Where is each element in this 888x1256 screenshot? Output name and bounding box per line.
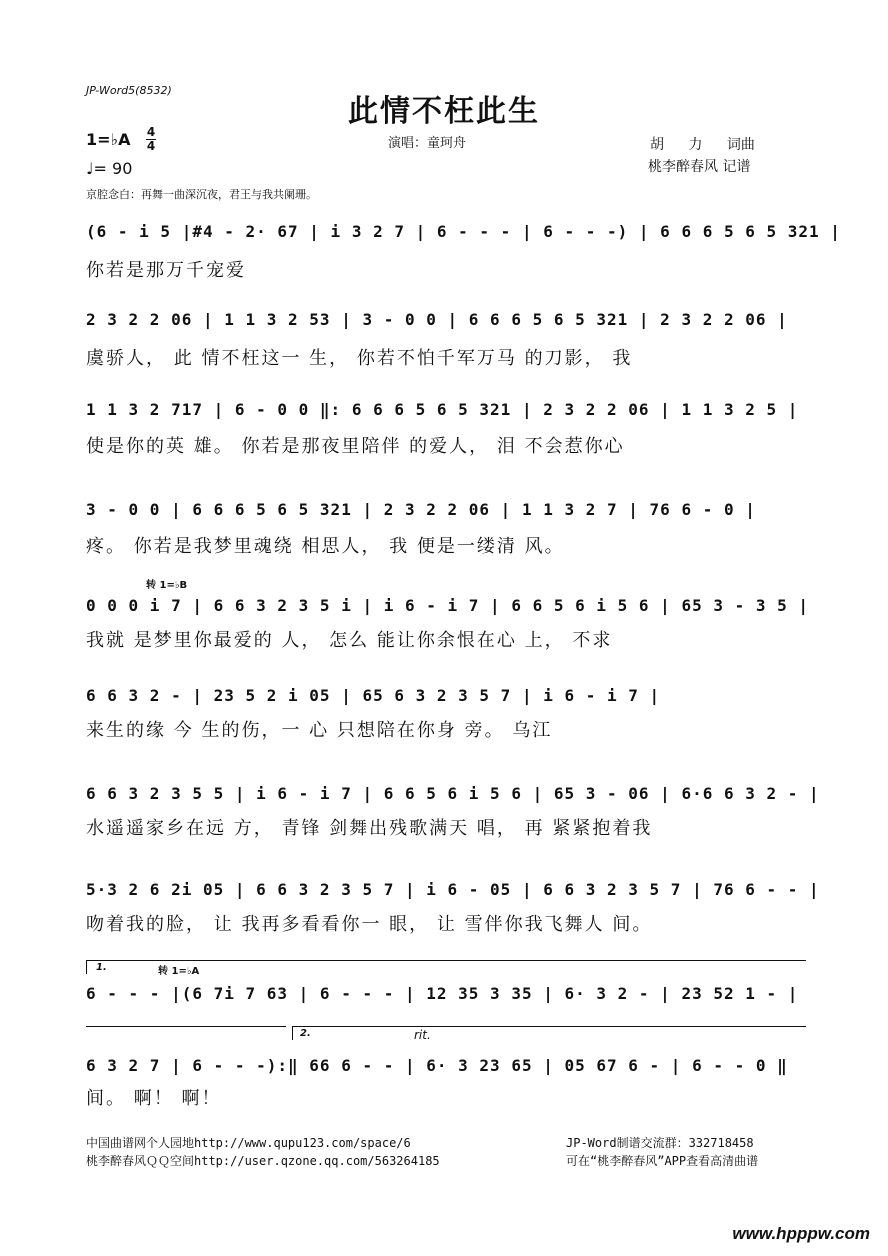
modulation-mark: 转 1=♭A [158,966,200,977]
lyric-line: 疼。 你若是我梦里魂绕 相思人， 我 便是一缕清 风。 [86,536,565,557]
lyric-line: 间。 啊！ 啊！ [86,1088,222,1109]
software-label: JP-Word5(8532) [86,84,172,97]
second-ending-bracket [292,1026,806,1027]
composer-credit: 胡 力 词曲 [650,137,755,153]
website-watermark: www.hpppw.com [732,1224,870,1243]
ritardando-mark: rit. [414,1028,431,1042]
score-line: 1 1 3 2 717 | 6 - 0 0 ‖: 6 6 6 5 6 5 321 | 2 3 2 2 06 | 1 1 3 2 5 | [86,400,799,419]
lyric-line: 虞骄人， 此 情不枉这一 生， 你若不怕千军万马 的刀影， 我 [86,348,633,369]
first-ending-bracket-edge [86,960,87,974]
second-ending-bracket-edge [292,1026,293,1040]
score-line: (6 - i 5 |#4 - 2· 67 | i 3 2 7 | 6 - - - | 6 - - -) | 6 6 6 5 6 5 321 | [86,222,841,241]
footer-link-qupu: 中国曲谱网个人园地http://www.qupu123.com/space/6 [86,1136,411,1150]
lyric-line: 吻着我的脸， 让 我再多看看你一 眼， 让 雪伴你我飞舞人 间。 [86,914,653,935]
song-title: 此情不枉此生 [348,94,540,129]
lyric-line: 你若是那万千宠爱 [86,260,246,281]
key-signature: 1=♭A [86,130,131,149]
time-signature-top: 4 [146,125,156,139]
footer-app-info: 可在“桃李醉春风”APP查看高清曲谱 [566,1154,759,1168]
first-ending-bracket [86,960,806,961]
lyric-line: 来生的缘 今 生的伤，一 心 只想陪在你身 旁。 乌江 [86,720,553,741]
intro-recitation: 京腔念白：再舞一曲深沉夜，君王与我共阑珊。 [86,188,317,201]
score-line: 5·3 2 6 2i 05 | 6 6 3 2 3 5 7 | i 6 - 05 | 6 6 3 2 3 5 7 | 76 6 - - | [86,880,820,899]
score-line: 2 3 2 2 06 | 1 1 3 2 53 | 3 - 0 0 | 6 6 6 5 6 5 321 | 2 3 2 2 06 | [86,310,788,329]
score-line: 6 - - - |(6 7i 7 63 | 6 - - - | 12 35 3 35 | 6· 3 2 - | 23 52 1 - | [86,984,799,1003]
time-signature [146,126,156,153]
first-ending-label: 1. [96,962,107,973]
lyric-line: 使是你的英 雄。 你若是那夜里陪伴 的爱人， 泪 不会惹你心 [86,436,625,457]
notator-credit: 桃李醉春风 记谱 [648,159,751,175]
score-line: 6 6 3 2 3 5 5 | i 6 - i 7 | 6 6 5 6 i 5 6 | 65 3 - 06 | 6·6 6 3 2 - | [86,784,820,803]
tempo-marking: ♩= 90 [86,159,133,178]
footer-group-info: JP-Word制谱交流群：332718458 [566,1136,754,1150]
lyric-line: 我就 是梦里你最爱的 人， 怎么 能让你余恨在心 上， 不求 [86,630,613,651]
score-line: 6 3 2 7 | 6 - - -):‖ 66 6 - - | 6· 3 23 65 | 05 67 6 - | 6 - - 0 ‖ [86,1056,788,1075]
time-signature-bottom: 4 [146,139,156,153]
score-line: 3 - 0 0 | 6 6 6 5 6 5 321 | 2 3 2 2 06 | 1 1 3 2 7 | 76 6 - 0 | [86,500,756,519]
footer-link-qzone: 桃李醉春风ＱＱ空间http://user.qzone.qq.com/563264185 [86,1154,440,1168]
score-line: 6 6 3 2 - | 23 5 2 i 05 | 65 6 3 2 3 5 7 | i 6 - i 7 | [86,686,661,705]
score-line: 0 0 0 i 7 | 6 6 3 2 3 5 i | i 6 - i 7 | 6 6 5 6 i 5 6 | 65 3 - 3 5 | [86,596,810,615]
singer-credit: 演唱：童珂舟 [388,136,467,151]
lyric-line: 水遥遥家乡在远 方， 青锋 剑舞出残歌满天 唱， 再 紧紧抱着我 [86,818,653,839]
first-ending-continuation [86,1026,286,1027]
second-ending-label: 2. [300,1028,311,1039]
modulation-mark: 转 1=♭B [146,580,188,591]
